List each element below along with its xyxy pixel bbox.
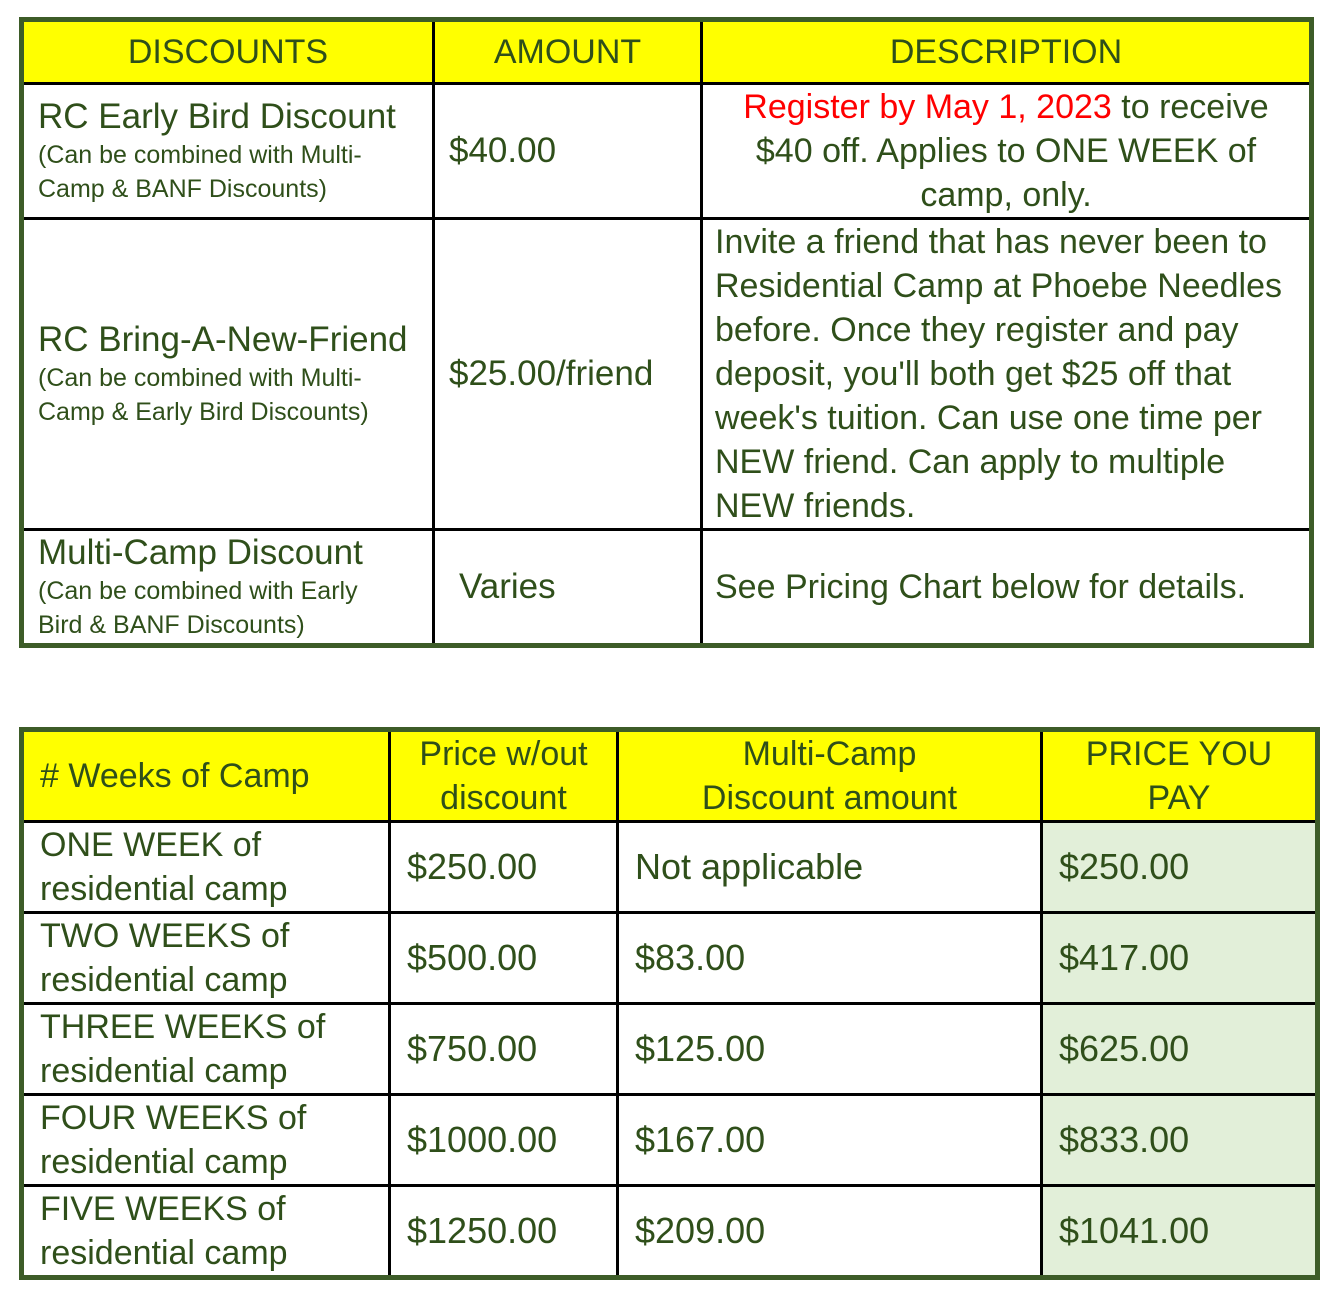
header-discount-amount	[618, 730, 1042, 822]
pricing-row	[22, 913, 1318, 1004]
weeks-cell	[22, 1186, 390, 1278]
pricing-row	[22, 1004, 1318, 1095]
header-discount-line1: Multi-Camp	[742, 735, 917, 773]
discount-name-cell	[22, 219, 434, 530]
weeks-line1: FIVE WEEKS of	[40, 1190, 286, 1228]
price-cell: $1000.00	[390, 1095, 618, 1186]
discount-note-line1: (Can be combined with Multi-	[38, 364, 362, 392]
price-cell: $1250.00	[390, 1186, 618, 1278]
discount-description	[702, 84, 1312, 219]
weeks-line1: ONE WEEK of	[40, 826, 262, 864]
discount-description: Invite a friend that has never been to Residential Camp at Phoebe Needles before. Once they register and pay deposit, you'll both get $25 off that week's tuition. Can use one time per NEW friend. Can apply to multiple NEW friends.	[702, 219, 1312, 530]
discount-note-line2: Camp & Early Bird Discounts)	[38, 398, 369, 426]
weeks-line1: TWO WEEKS of	[40, 917, 290, 955]
discount-note-line2: Bird & BANF Discounts)	[38, 611, 305, 639]
header-pay-line1: PRICE YOU	[1085, 735, 1273, 773]
discount-title: RC Bring-A-New-Friend	[38, 320, 408, 359]
discounts-header-row	[22, 20, 1312, 84]
discount-cell: $167.00	[618, 1095, 1042, 1186]
header-pay-line2: PAY	[1147, 779, 1211, 817]
discount-note-line2: Camp & BANF Discounts)	[38, 175, 327, 203]
pay-cell: $833.00	[1042, 1095, 1318, 1186]
price-cell: $750.00	[390, 1004, 618, 1095]
pay-cell: $250.00	[1042, 822, 1318, 913]
discount-title: Multi-Camp Discount	[38, 533, 363, 572]
pricing-header-row	[22, 730, 1318, 822]
header-discount-line2: Discount amount	[701, 779, 958, 817]
discount-amount: $25.00/friend	[434, 219, 702, 530]
weeks-cell	[22, 913, 390, 1004]
discount-cell: $209.00	[618, 1186, 1042, 1278]
pricing-row	[22, 1095, 1318, 1186]
discount-note-line1: (Can be combined with Multi-	[38, 141, 362, 169]
header-price-line2: discount	[440, 779, 567, 817]
weeks-line2: residential camp	[40, 1234, 288, 1272]
weeks-cell	[22, 1004, 390, 1095]
discount-cell: $125.00	[618, 1004, 1042, 1095]
header-amount: AMOUNT	[434, 20, 702, 84]
discount-name-cell	[22, 530, 434, 646]
weeks-line1: THREE WEEKS of	[40, 1008, 326, 1046]
price-cell: $250.00	[390, 822, 618, 913]
weeks-cell	[22, 1095, 390, 1186]
header-price-line1: Price w/out	[419, 735, 588, 773]
header-price-you-pay	[1042, 730, 1318, 822]
pay-cell: $625.00	[1042, 1004, 1318, 1095]
pay-cell: $417.00	[1042, 913, 1318, 1004]
discount-row-multi-camp	[22, 530, 1312, 646]
discount-name-cell	[22, 84, 434, 219]
discounts-table	[19, 17, 1314, 648]
header-price	[390, 730, 618, 822]
discount-amount: $40.00	[434, 84, 702, 219]
weeks-line2: residential camp	[40, 1143, 288, 1181]
discount-note-line1: (Can be combined with Early	[38, 577, 358, 605]
discount-description: See Pricing Chart below for details.	[702, 530, 1312, 646]
description-rest: to receive $40 off. Applies to ONE WEEK of camp, only.	[755, 88, 1269, 214]
price-cell: $500.00	[390, 913, 618, 1004]
discount-cell: Not applicable	[618, 822, 1042, 913]
discount-cell: $83.00	[618, 913, 1042, 1004]
pay-cell: $1041.00	[1042, 1186, 1318, 1278]
weeks-line2: residential camp	[40, 1052, 288, 1090]
weeks-line2: residential camp	[40, 961, 288, 999]
weeks-line1: FOUR WEEKS of	[40, 1099, 307, 1137]
header-description: DESCRIPTION	[702, 20, 1312, 84]
pricing-table	[19, 727, 1320, 1280]
deadline-highlight: Register by May 1, 2023	[743, 88, 1112, 126]
weeks-line2: residential camp	[40, 870, 288, 908]
weeks-cell	[22, 822, 390, 913]
header-discounts: DISCOUNTS	[22, 20, 434, 84]
discount-amount: Varies	[434, 530, 702, 646]
discount-row-bring-a-friend	[22, 219, 1312, 530]
pricing-row	[22, 822, 1318, 913]
discount-row-early-bird	[22, 84, 1312, 219]
header-weeks: # Weeks of Camp	[22, 730, 390, 822]
pricing-row	[22, 1186, 1318, 1278]
discount-title: RC Early Bird Discount	[38, 97, 396, 136]
